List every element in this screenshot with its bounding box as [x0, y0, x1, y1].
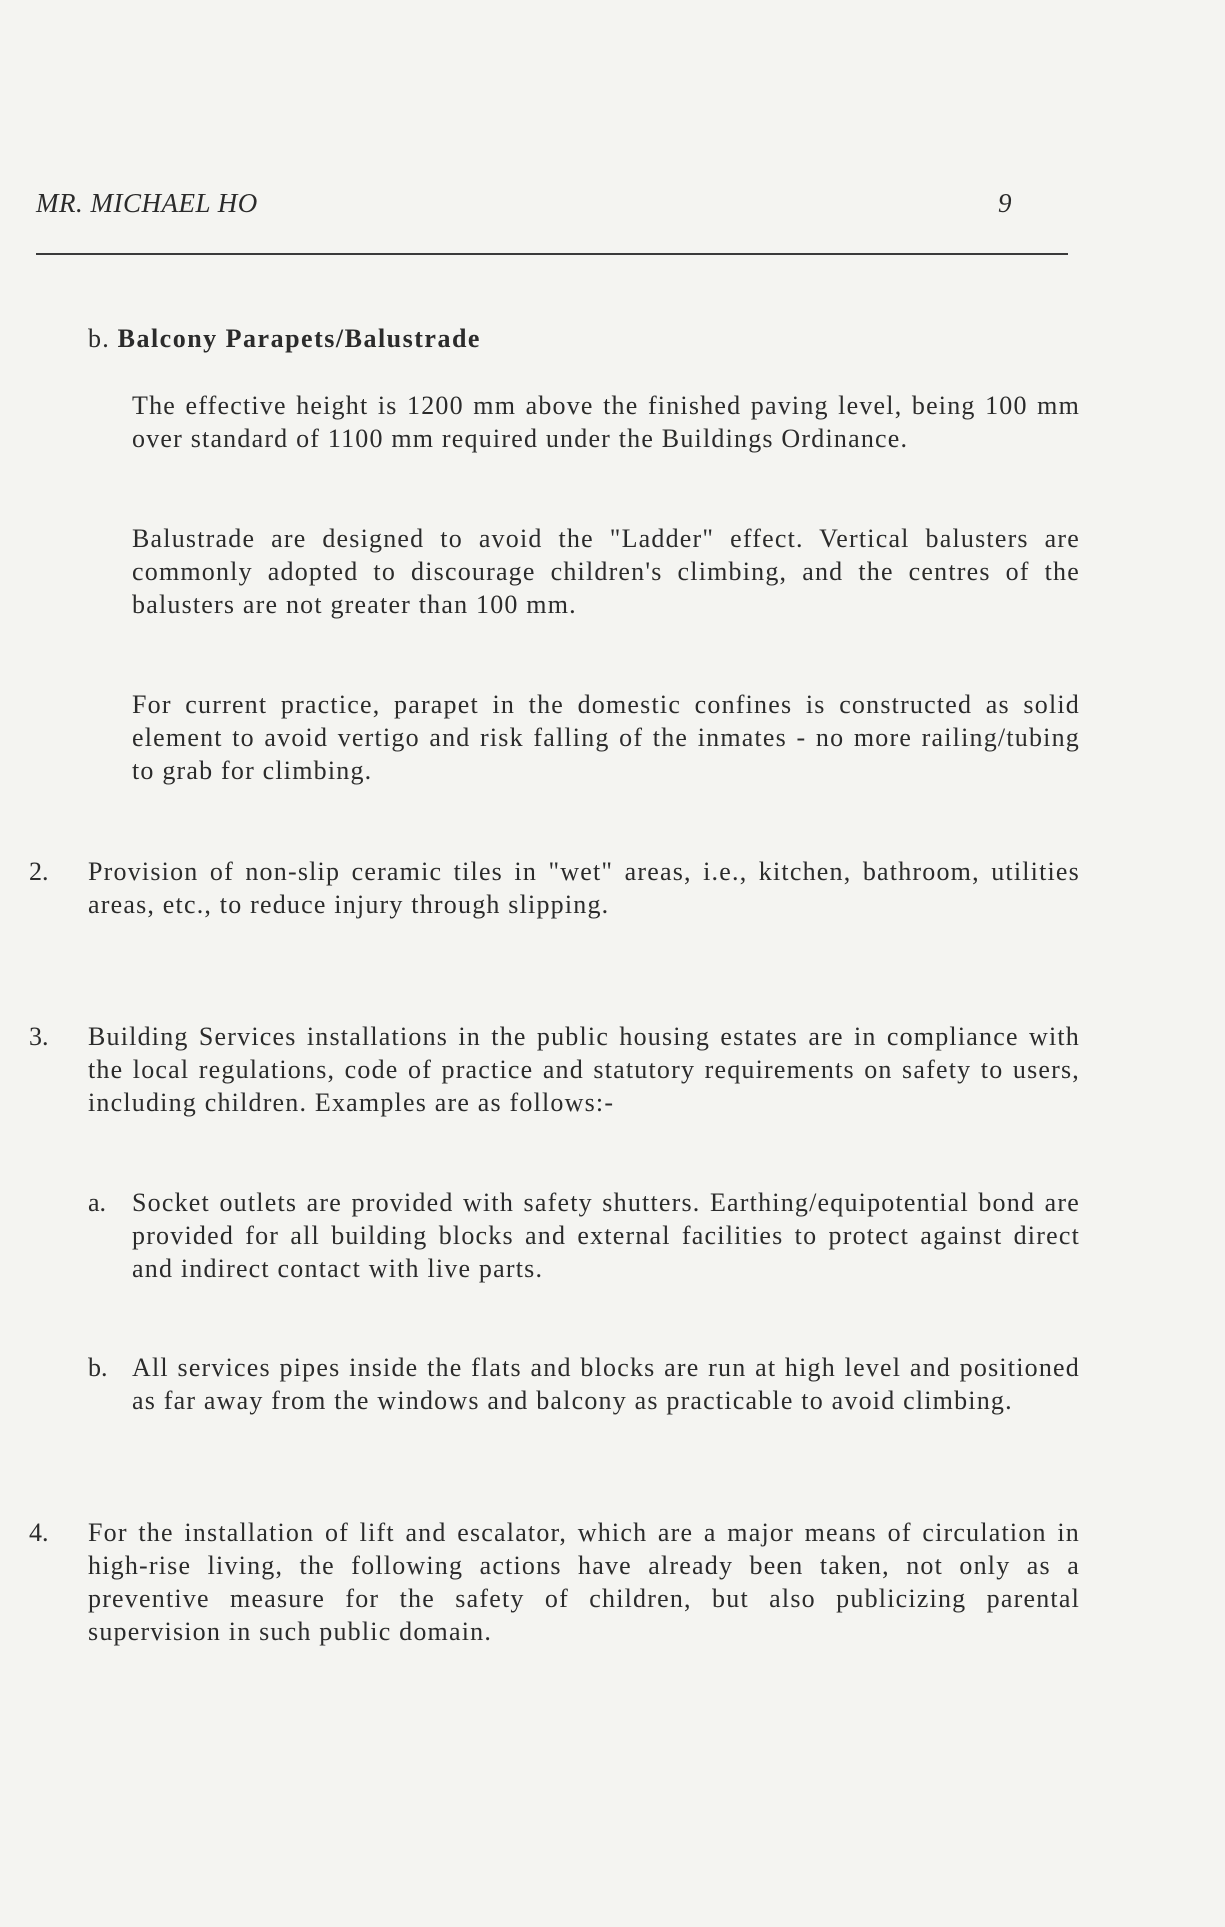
- item-3-text: Building Services installations in the public housing estates are in compliance with the local regulations, code of practice and statutory requirements on safety to users, including children. Examples are as follows:-: [88, 1022, 1080, 1117]
- item-3b-text: All services pipes inside the flats and blocks are run at high level and positioned as far away from the windows and balcony as practicable to avoid climbing.: [132, 1353, 1080, 1415]
- section-b-paragraph-1: The effective height is 1200 mm above the finished paving level, being 100 mm over standard of 1100 mm required under the Buildings Ordinance.: [132, 391, 1080, 453]
- section-b-title: Balcony Parapets/Balustrade: [117, 324, 481, 353]
- section-b-paragraph-3: For current practice, parapet in the domestic confines is constructed as solid element to avoid vertigo and risk falling of the inmates - no more railing/tubing to grab for climbing.: [132, 690, 1080, 785]
- header-author: MR. MICHAEL HO: [36, 188, 258, 218]
- item-3b-marker: b.: [88, 1353, 108, 1382]
- item-2-text: Provision of non-slip ceramic tiles in "wet" areas, i.e., kitchen, bathroom, utilities areas, etc., to reduce injury through slipping.: [88, 857, 1080, 919]
- page-number: 9: [998, 188, 1012, 218]
- section-b-heading: [88, 322, 481, 355]
- page-header: [36, 188, 1068, 228]
- item-3a-text: Socket outlets are provided with safety shutters. Earthing/equipotential bond are provided for all building blocks and external facilities to protect against direct and indirect contact with live parts.: [132, 1188, 1080, 1283]
- header-rule: [36, 253, 1068, 255]
- section-b-marker: b.: [88, 324, 110, 353]
- item-3-marker: 3.: [29, 1022, 49, 1051]
- item-4-marker: 4.: [29, 1518, 49, 1547]
- item-2-marker: 2.: [29, 857, 49, 886]
- item-4-text: For the installation of lift and escalator, which are a major means of circulation in high-rise living, the following actions have already been taken, not only as a preventive measure for the safety of children, but also publicizing parental supervision in such public domain.: [88, 1518, 1080, 1646]
- item-3a-marker: a.: [88, 1188, 107, 1217]
- section-b-paragraph-2: Balustrade are designed to avoid the "Ladder" effect. Vertical balusters are commonly adopted to discourage children's climbing, and the centres of the balusters are not greater than 100 mm.: [132, 524, 1080, 619]
